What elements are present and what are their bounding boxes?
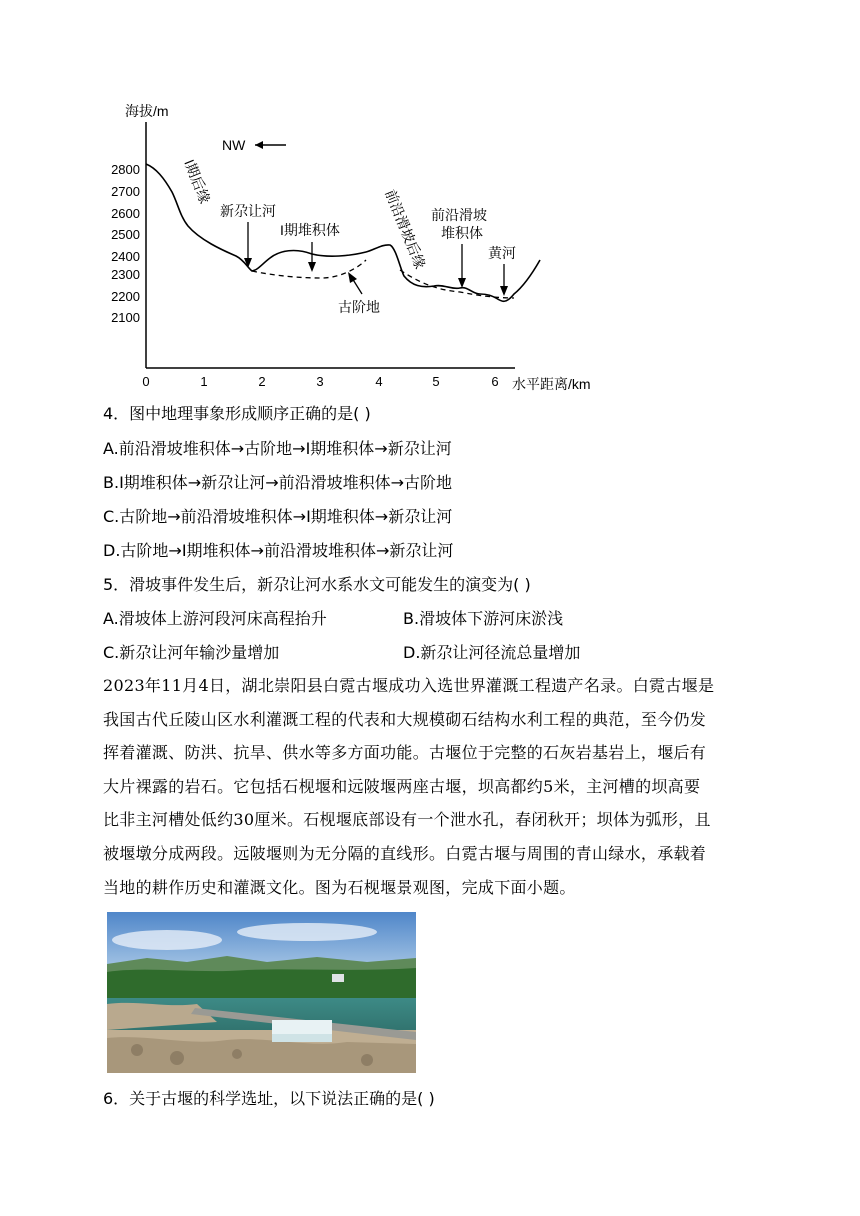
arrow-icon — [458, 244, 466, 288]
question-4-stem: 4．图中地理事象形成顺序正确的是( ) — [103, 404, 371, 423]
annotation-front-landslide-rear-edge: 前沿滑坡后缘 — [382, 187, 429, 272]
question-5-option-b: B.滑坡体下游河床淤浅 — [403, 609, 564, 628]
y-tick-label: 2400 — [111, 249, 140, 264]
passage-line: 比非主河槽处低约30厘米。石枧堰底部设有一个泄水孔，春闭秋开；坝体为弧形，且 — [103, 810, 711, 830]
question-4-option-a: A.前沿滑坡堆积体→古阶地→I期堆积体→新尕让河 — [103, 439, 452, 458]
question-6-stem: 6．关于古堰的科学选址，以下说法正确的是( ) — [103, 1089, 435, 1108]
x-axis-label: 水平距离/km — [512, 376, 591, 392]
annotation-yellow-river: 黄河 — [488, 245, 516, 261]
annotation-front-landslide-deposit-1: 前沿滑坡 — [431, 207, 487, 223]
y-tick-label: 2300 — [111, 267, 140, 282]
arrow-icon — [244, 222, 252, 268]
y-axis-label: 海拔/m — [125, 103, 169, 119]
direction-label: NW — [222, 137, 246, 153]
passage-line: 2023年11月4日，湖北崇阳县白霓古堰成功入选世界灌溉工程遗产名录。白霓古堰是 — [103, 676, 715, 695]
x-tick-label: 5 — [432, 374, 440, 389]
x-tick-label: 6 — [491, 374, 499, 389]
landslide-profile-figure — [100, 92, 620, 402]
question-4-option-d: D.古阶地→I期堆积体→前沿滑坡堆积体→新尕让河 — [103, 541, 454, 560]
y-tick-label: 2100 — [111, 310, 140, 325]
profile-svg — [100, 92, 620, 402]
annotation-front-landslide-deposit-2: 堆积体 — [441, 225, 483, 241]
passage-line: 我国古代丘陵山区水利灌溉工程的代表和大规模砌石结构水利工程的典范，至今仍发 — [103, 709, 707, 729]
passage-line: 大片裸露的岩石。它包括石枧堰和远陂堰两座古堰，坝高都约5米，主河槽的坝高要 — [103, 776, 701, 796]
y-tick-label: 2800 — [111, 162, 140, 177]
passage-line: 挥着灌溉、防洪、抗旱、供水等多方面功能。古堰位于完整的石灰岩基岩上，堰后有 — [103, 743, 707, 763]
y-tick-label: 2600 — [111, 206, 140, 221]
question-5-option-d: D.新尕让河径流总量增加 — [403, 643, 581, 662]
y-tick-label: 2700 — [111, 184, 140, 199]
annotation-ancient-terrace: 古阶地 — [338, 299, 380, 315]
question-5-option-a: A.滑坡体上游河段河床高程抬升 — [103, 609, 327, 628]
direction-arrow-icon — [255, 141, 286, 149]
passage-line: 当地的耕作历史和灌溉文化。图为石枧堰景观图，完成下面小题。 — [103, 877, 576, 897]
question-4-option-c: C.古阶地→前沿滑坡堆积体→I期堆积体→新尕让河 — [103, 507, 453, 526]
question-5-stem: 5．滑坡事件发生后，新尕让河水系水文可能发生的演变为( ) — [103, 575, 531, 594]
x-tick-label: 1 — [200, 374, 208, 389]
y-tick-label: 2500 — [111, 227, 140, 242]
weir-landscape-photo — [107, 912, 416, 1073]
x-tick-label: 2 — [258, 374, 266, 389]
x-tick-label: 3 — [316, 374, 324, 389]
annotation-xinzarang-river: 新尕让河 — [220, 203, 276, 219]
arrow-icon — [348, 272, 362, 294]
question-5-option-c: C.新尕让河年输沙量增加 — [103, 643, 280, 662]
x-tick-label: 0 — [142, 374, 150, 389]
x-tick-label: 4 — [375, 374, 383, 389]
passage-line: 被堰墩分成两段。远陂堰则为无分隔的直线形。白霓古堰与周围的青山绿水，承载着 — [103, 843, 707, 863]
arrow-icon — [500, 264, 508, 296]
annotation-stage1-deposit: I期堆积体 — [280, 222, 340, 238]
reading-passage — [103, 669, 763, 904]
annotation-stage1-rear-edge: I期后缘 — [181, 157, 214, 206]
y-tick-label: 2200 — [111, 289, 140, 304]
question-4-option-b: B.I期堆积体→新尕让河→前沿滑坡堆积体→古阶地 — [103, 473, 453, 492]
arrow-icon — [308, 242, 316, 272]
